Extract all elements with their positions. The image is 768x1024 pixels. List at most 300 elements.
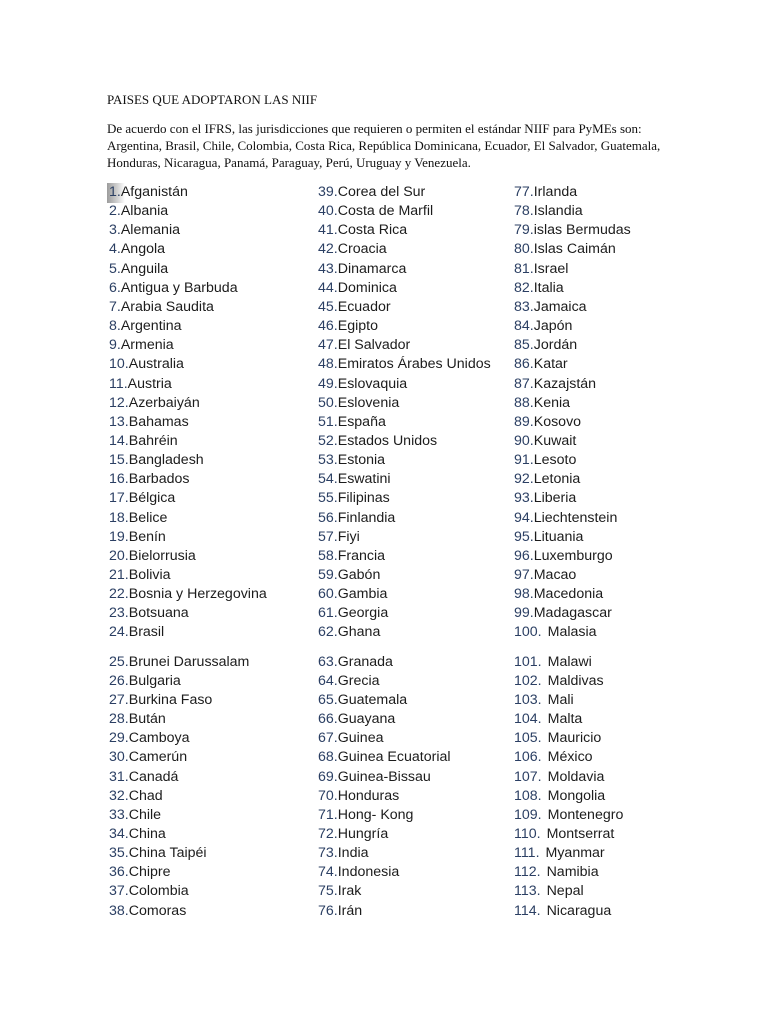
list-item-country: Islas Caimán <box>533 241 616 258</box>
list-item <box>109 710 166 729</box>
list-item-number: 3. <box>109 222 121 239</box>
list-item <box>318 547 385 566</box>
list-item-country: Costa Rica <box>337 222 408 239</box>
list-item <box>318 748 451 767</box>
list-item-country: islas Bermudas <box>533 222 631 239</box>
list-item-number: 63. <box>318 653 338 670</box>
list-item <box>109 240 165 259</box>
list-item-country: Malasia <box>547 624 597 641</box>
list-item <box>109 844 207 863</box>
list-item-number: 56. <box>318 509 338 526</box>
list-item-number: 107. <box>514 768 542 785</box>
list-item-country: Angola <box>120 241 166 258</box>
list-item-number: 78. <box>514 203 534 220</box>
list-item-number: 57. <box>318 528 338 545</box>
list-item <box>109 825 166 844</box>
list-item <box>514 844 605 863</box>
list-item-number: 64. <box>318 672 338 689</box>
list-item <box>318 432 437 451</box>
list-item <box>109 260 168 279</box>
list-item <box>318 604 388 623</box>
list-item-country: Bahamas <box>128 413 189 430</box>
list-item <box>318 787 399 806</box>
list-item <box>109 863 171 882</box>
list-item-country: Arabia Saudita <box>120 298 214 315</box>
list-item-country: Botsuana <box>128 605 189 622</box>
list-item <box>318 470 391 489</box>
list-item <box>318 653 393 672</box>
list-item-country: Malta <box>547 711 583 728</box>
list-item-number: 21. <box>109 567 129 583</box>
list-item <box>514 509 617 528</box>
list-item-number: 15. <box>109 452 129 469</box>
list-item-number: 102. <box>514 672 542 689</box>
list-item-country: China <box>128 825 166 842</box>
list-item-country: Bolivia <box>128 567 171 583</box>
list-item-country: Fiyi <box>337 528 360 545</box>
list-item-number: 114. <box>514 902 541 919</box>
list-item-number: 5. <box>109 260 121 277</box>
list-item-number: 7. <box>109 298 121 315</box>
list-item-country: Mongolia <box>547 787 606 804</box>
list-item-country: Guinea Ecuatorial <box>337 749 451 766</box>
list-item-number: 96. <box>514 547 534 564</box>
list-item <box>318 806 413 825</box>
list-item-country: China Taipéi <box>128 845 207 862</box>
list-item-country: Mali <box>547 691 574 708</box>
list-item-number: 61. <box>318 605 338 622</box>
list-item-number: 54. <box>318 471 338 488</box>
list-item <box>514 902 611 921</box>
list-item-number: 74. <box>318 864 338 881</box>
list-item-country: Gambia <box>337 586 388 603</box>
list-item-number: 101. <box>514 653 542 670</box>
list-item-country: Bulgaria <box>128 672 181 689</box>
list-item <box>109 672 181 691</box>
list-item <box>514 672 604 691</box>
list-item-number: 60. <box>318 586 338 603</box>
list-item-country: Luxemburgo <box>533 547 613 564</box>
list-item <box>514 882 584 901</box>
list-item-number: 12. <box>109 394 129 411</box>
list-item <box>109 623 164 642</box>
list-item <box>318 863 399 882</box>
list-item <box>514 825 614 844</box>
list-item-country: Camboya <box>128 730 190 747</box>
list-item-number: 41. <box>318 222 338 239</box>
list-item-country: Macao <box>533 567 577 583</box>
list-item-number: 55. <box>318 490 338 507</box>
list-item-number: 98. <box>514 586 534 603</box>
list-item-country: Dinamarca <box>337 260 407 277</box>
list-item-number: 10. <box>109 356 129 373</box>
list-item-number: 77. <box>514 184 534 200</box>
list-item-country: Kosovo <box>533 413 582 430</box>
list-item <box>109 566 171 585</box>
list-item-number: 103. <box>514 691 542 708</box>
list-item <box>318 279 397 298</box>
list-item-number: 92. <box>514 471 534 488</box>
list-item-number: 40. <box>318 203 338 220</box>
list-item <box>318 298 391 317</box>
list-item <box>514 451 576 470</box>
list-item <box>514 489 576 508</box>
list-item-country: Granada <box>337 653 393 670</box>
list-item-country: Guayana <box>337 711 396 728</box>
list-item-number: 23. <box>109 605 129 622</box>
list-item-country: Italia <box>533 279 564 296</box>
list-item-country: Eswatini <box>337 471 391 488</box>
list-item <box>318 768 431 787</box>
list-item <box>514 375 596 394</box>
list-item <box>109 432 178 451</box>
list-item <box>109 317 182 336</box>
list-item-country: Islandia <box>533 203 583 220</box>
list-item-number: 72. <box>318 825 338 842</box>
list-item-country: Chad <box>128 787 163 804</box>
list-item <box>514 691 574 710</box>
list-item-number: 93. <box>514 490 534 507</box>
list-item <box>514 653 592 672</box>
list-item-number: 53. <box>318 452 338 469</box>
list-item-number: 34. <box>109 825 129 842</box>
list-item <box>514 336 577 355</box>
list-item-number: 94. <box>514 509 534 526</box>
list-item-number: 24. <box>109 624 129 641</box>
list-item-number: 108. <box>514 787 542 804</box>
list-item-country: Albania <box>120 203 169 220</box>
list-item-country: Letonia <box>533 471 581 488</box>
list-item-number: 18. <box>109 509 129 526</box>
list-item <box>514 768 604 787</box>
list-item <box>318 202 433 221</box>
list-item-number: 97. <box>514 567 534 583</box>
list-item <box>514 221 631 240</box>
list-item-country: Filipinas <box>337 490 390 507</box>
list-item-country: Finlandia <box>337 509 396 526</box>
list-item-number: 113. <box>514 883 541 900</box>
list-item-number: 20. <box>109 547 129 564</box>
list-item-number: 13. <box>109 413 129 430</box>
list-item-country: Liechtenstein <box>533 509 618 526</box>
list-item-country: India <box>337 845 369 862</box>
list-item <box>109 470 189 489</box>
list-item-country: Nicaragua <box>546 902 612 919</box>
list-item <box>514 183 577 202</box>
list-item <box>514 863 599 882</box>
list-item-number: 62. <box>318 624 338 641</box>
list-item-number: 85. <box>514 337 534 354</box>
list-item-number: 71. <box>318 806 338 823</box>
list-item-country: Gabón <box>337 567 381 583</box>
list-item-country: Armenia <box>120 337 174 354</box>
list-item <box>514 748 593 767</box>
list-item-country: Bielorrusia <box>128 547 196 564</box>
list-item-country: Corea del Sur <box>337 184 426 200</box>
list-item <box>109 691 212 710</box>
list-item <box>318 183 425 202</box>
list-item <box>318 451 385 470</box>
list-item-number: 73. <box>318 845 338 862</box>
list-item-country: Dominica <box>337 279 397 296</box>
list-item-country: Myanmar <box>545 845 605 862</box>
list-item <box>109 298 214 317</box>
list-item-number: 22. <box>109 586 129 603</box>
list-item-number: 31. <box>109 768 129 785</box>
list-item-number: 80. <box>514 241 534 258</box>
list-item <box>109 902 186 921</box>
list-item-number: 81. <box>514 260 534 277</box>
list-item <box>318 509 395 528</box>
list-item-number: 70. <box>318 787 338 804</box>
list-item-country: Afganistán <box>120 184 188 200</box>
list-item-number: 35. <box>109 845 129 862</box>
list-item-country: Kenia <box>533 394 571 411</box>
list-item-country: Katar <box>533 356 568 373</box>
list-item <box>109 394 200 413</box>
list-item-country: Brunei Darussalam <box>128 653 250 670</box>
list-item <box>514 729 601 748</box>
list-item-number: 95. <box>514 528 534 545</box>
list-item-country: Brasil <box>128 624 165 641</box>
list-item-country: México <box>547 749 593 766</box>
list-item-number: 89. <box>514 413 534 430</box>
list-item-country: Argentina <box>120 318 182 335</box>
list-item-country: Egipto <box>337 318 378 335</box>
list-item-number: 16. <box>109 471 129 488</box>
list-item-number: 28. <box>109 711 129 728</box>
list-item-number: 76. <box>318 902 338 919</box>
list-item <box>318 844 369 863</box>
list-item <box>318 336 410 355</box>
list-item-number: 32. <box>109 787 129 804</box>
list-item <box>109 509 167 528</box>
list-item <box>109 355 184 374</box>
list-item <box>318 672 380 691</box>
list-item <box>514 298 587 317</box>
list-item-country: Hong- Kong <box>337 806 414 823</box>
list-item <box>318 375 407 394</box>
list-item-country: Japón <box>533 318 573 335</box>
list-item <box>514 604 612 623</box>
list-item <box>514 202 583 221</box>
list-item-country: Bangladesh <box>128 452 204 469</box>
list-item-country: Anguila <box>120 260 169 277</box>
list-item-country: Ghana <box>337 624 381 641</box>
list-item-country: Costa de Marfil <box>337 203 434 220</box>
list-item <box>109 585 267 604</box>
list-item-number: 52. <box>318 432 338 449</box>
list-item-number: 83. <box>514 298 534 315</box>
list-item-number: 88. <box>514 394 534 411</box>
list-item-country: Belice <box>128 509 168 526</box>
list-item-number: 30. <box>109 749 129 766</box>
list-item-number: 100. <box>514 624 542 641</box>
list-item-country: Irán <box>337 902 363 919</box>
list-item-number: 49. <box>318 375 338 392</box>
list-item-number: 67. <box>318 730 338 747</box>
list-item <box>514 806 623 825</box>
list-item-number: 43. <box>318 260 338 277</box>
list-item-number: 6. <box>109 279 121 296</box>
list-item-country: Francia <box>337 547 386 564</box>
intro-paragraph: De acuerdo con el IFRS, las jurisdicciones que requieren o permiten el estándar NIIF para PyMEs son: Argentina, Brasil, Chile, Colombia, Costa Rica, República Dominicana, Ecuador, El Salvador, Guatemala, Honduras, Nicaragua, Panamá, Paraguay, Perú, Uruguay y Venezuela. <box>107 121 661 170</box>
list-item <box>109 768 178 787</box>
list-item <box>109 748 187 767</box>
list-item-country: Irak <box>337 883 362 900</box>
list-item-country: Guinea-Bissau <box>337 768 431 785</box>
list-item <box>514 566 576 585</box>
list-item <box>514 240 616 259</box>
list-item <box>109 451 204 470</box>
list-item <box>318 413 386 432</box>
list-item-country: Canadá <box>128 768 179 785</box>
list-item-number: 66. <box>318 711 338 728</box>
list-item-country: Camerún <box>128 749 188 766</box>
list-item-number: 4. <box>109 241 121 258</box>
list-item <box>514 787 605 806</box>
list-item <box>318 528 360 547</box>
list-item-country: Barbados <box>128 471 190 488</box>
list-item <box>318 317 378 336</box>
list-item <box>514 413 581 432</box>
list-item-number: 110. <box>514 825 541 842</box>
list-item-country: Bahréin <box>128 432 178 449</box>
list-item-number: 48. <box>318 356 338 373</box>
list-item-number: 42. <box>318 241 338 258</box>
list-item-country: Kazajstán <box>533 375 597 392</box>
list-item-number: 84. <box>514 318 534 335</box>
list-item-country: Israel <box>533 260 569 277</box>
list-item-country: Maldivas <box>547 672 604 689</box>
list-item <box>109 183 188 202</box>
list-item-country: Kuwait <box>533 432 577 449</box>
list-item-number: 65. <box>318 691 338 708</box>
list-item <box>318 729 383 748</box>
list-item-country: Benín <box>128 528 166 545</box>
list-item <box>514 585 603 604</box>
list-item <box>109 279 238 298</box>
list-item-country: Honduras <box>337 787 400 804</box>
list-item-number: 109. <box>514 806 542 823</box>
list-item-country: Jamaica <box>533 298 587 315</box>
list-item-country: Estonia <box>337 452 386 469</box>
list-item <box>109 413 189 432</box>
list-item-number: 90. <box>514 432 534 449</box>
list-item-country: Liberia <box>533 490 577 507</box>
list-item-country: Grecia <box>337 672 380 689</box>
list-item-number: 50. <box>318 394 338 411</box>
list-item-number: 104. <box>514 711 542 728</box>
list-item <box>318 623 380 642</box>
list-item <box>318 825 388 844</box>
list-item <box>514 547 613 566</box>
list-item-number: 29. <box>109 730 129 747</box>
list-item-country: Macedonia <box>533 586 604 603</box>
list-item-country: Chile <box>128 806 162 823</box>
list-item-number: 9. <box>109 337 121 354</box>
list-item-country: Malawi <box>547 653 592 670</box>
list-item-country: Georgia <box>337 605 389 622</box>
list-item-country: Bélgica <box>128 490 176 507</box>
list-item-number: 91. <box>514 452 534 469</box>
list-item-number: 111. <box>514 845 540 862</box>
list-item <box>318 489 390 508</box>
list-item-country: Moldavia <box>547 768 605 785</box>
list-item-country: Indonesia <box>337 864 400 881</box>
list-item-number: 105. <box>514 730 542 747</box>
list-item <box>318 710 395 729</box>
list-item <box>109 375 172 394</box>
list-item <box>109 336 174 355</box>
list-item-country: Bosnia y Herzegovina <box>128 586 267 603</box>
list-item <box>109 202 168 221</box>
list-item <box>318 691 407 710</box>
list-item-country: Guatemala <box>337 691 408 708</box>
list-item-country: Colombia <box>128 883 189 900</box>
list-item <box>318 394 399 413</box>
list-item-country: Jordán <box>533 337 578 354</box>
list-item-country: Emiratos Árabes Unidos <box>337 356 491 373</box>
list-item <box>318 240 387 259</box>
list-item <box>514 355 568 374</box>
list-item-number: 69. <box>318 768 338 785</box>
list-item-country: Nepal <box>546 883 584 900</box>
list-item-country: Guinea <box>337 730 384 747</box>
list-item-country: Lesoto <box>533 452 577 469</box>
list-item <box>514 528 583 547</box>
list-item-country: Antigua y Barbuda <box>120 279 238 296</box>
list-item <box>109 221 180 240</box>
list-item-country: Chipre <box>128 864 171 881</box>
list-item-country: Austria <box>127 375 172 392</box>
list-item <box>318 260 406 279</box>
list-item-country: Eslovenia <box>337 394 400 411</box>
list-item-number: 58. <box>318 547 338 564</box>
list-item-country: Lituania <box>533 528 584 545</box>
list-item-country: España <box>337 413 386 430</box>
list-item <box>514 317 572 336</box>
list-item-country: Estados Unidos <box>337 432 438 449</box>
list-item-number: 37. <box>109 883 129 900</box>
list-item-number: 11. <box>109 375 128 392</box>
list-item-number: 47. <box>318 337 338 354</box>
list-item <box>109 787 163 806</box>
list-item <box>318 585 387 604</box>
list-item <box>514 710 582 729</box>
list-item <box>109 604 189 623</box>
list-item-number: 99. <box>514 605 534 622</box>
list-item <box>514 394 570 413</box>
list-item-country: Irlanda <box>533 184 578 200</box>
list-item <box>318 566 380 585</box>
list-item-country: Mauricio <box>547 730 602 747</box>
list-item-number: 46. <box>318 318 338 335</box>
list-item-number: 112. <box>514 864 541 881</box>
list-item <box>109 547 196 566</box>
list-item <box>318 902 362 921</box>
list-item-country: Montserrat <box>546 825 615 842</box>
list-item-number: 2. <box>109 203 121 220</box>
list-item-number: 68. <box>318 749 338 766</box>
list-item <box>109 489 175 508</box>
list-item-number: 25. <box>109 653 129 670</box>
list-item <box>109 653 249 672</box>
list-item-number: 87. <box>514 375 534 392</box>
list-item-number: 59. <box>318 567 338 583</box>
list-item <box>318 221 407 240</box>
list-item-number: 19. <box>109 528 129 545</box>
